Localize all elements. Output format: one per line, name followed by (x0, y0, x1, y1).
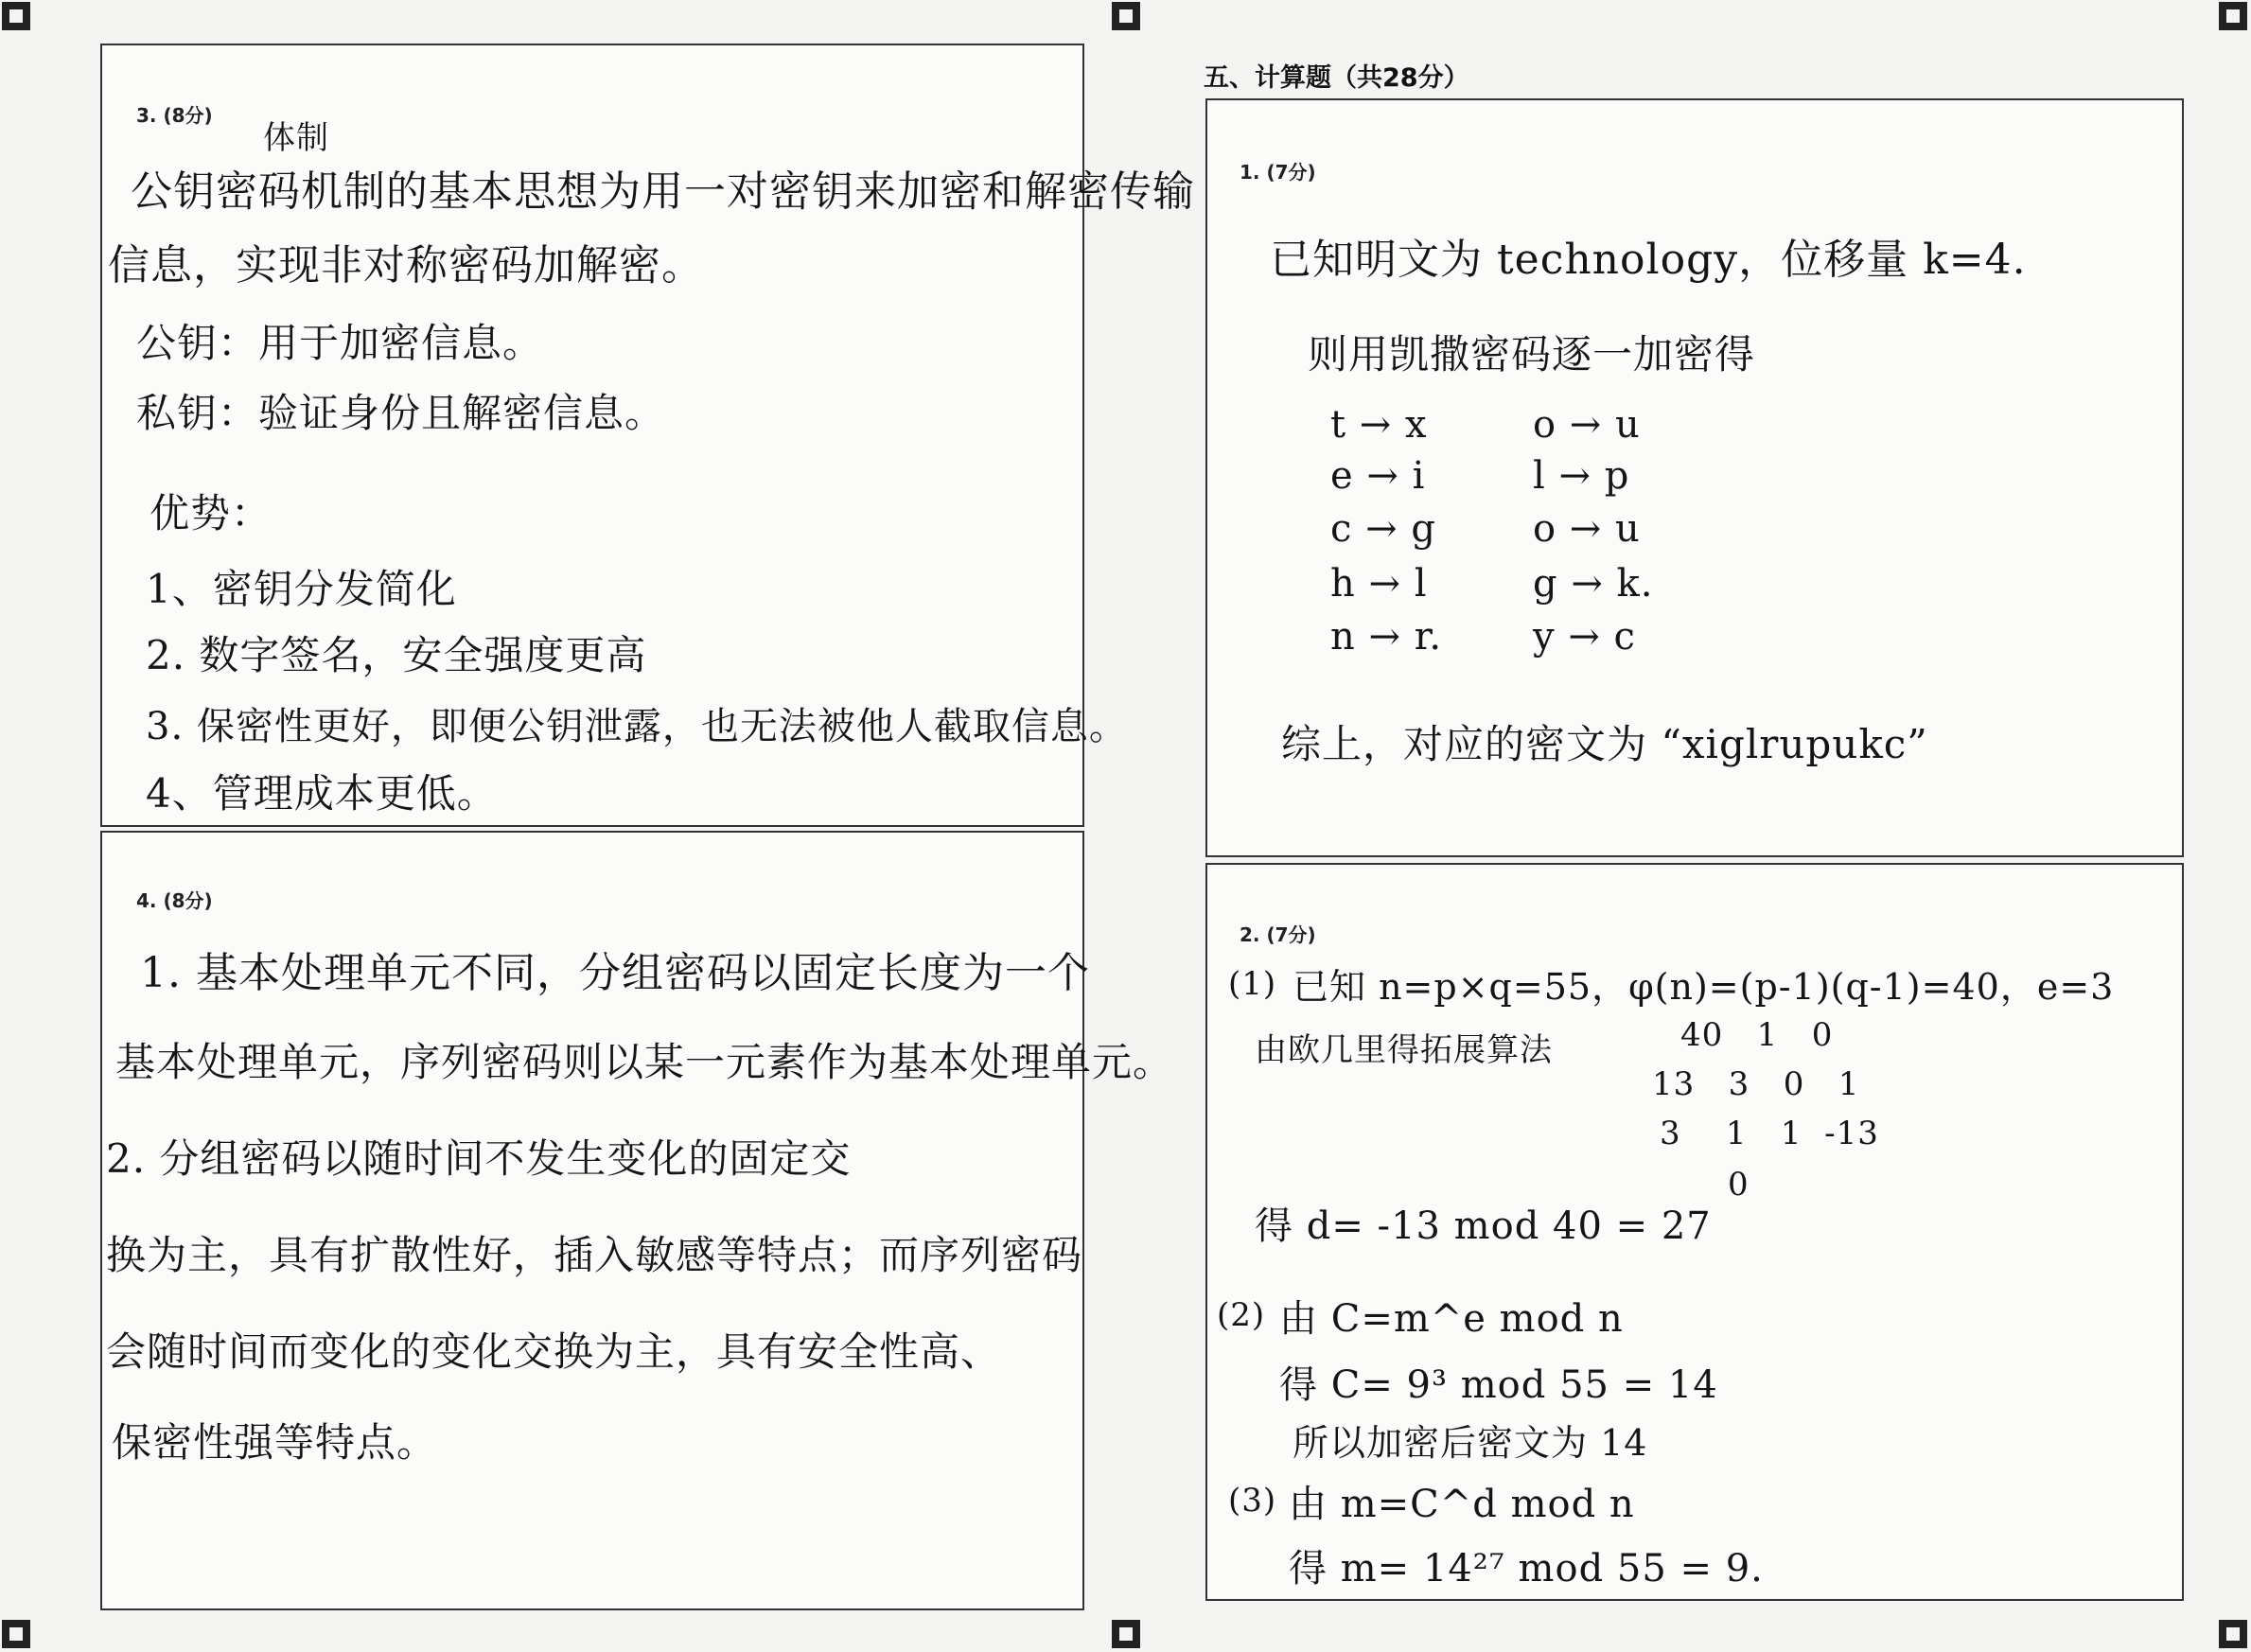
q3-line-3: 公钥：用于加密信息。 (136, 320, 544, 366)
c2-part3: 由 m=C^d mod n (1289, 1483, 1635, 1526)
q4-line-6: 保密性强等特点。 (112, 1419, 438, 1466)
q3-line-1: 公钥密码机制的基本思想为用一对密钥来加密和解密传输 (131, 167, 1195, 216)
answer-box-q3 (100, 44, 1195, 827)
registration-mark-bottom-right (2219, 1620, 2247, 1648)
answer-box-q4 (100, 831, 1174, 1610)
c2-euclid-row-3: 3 1 1 -13 (1660, 1115, 1879, 1152)
q3-line-8: 3. 保密性更好，即便公钥泄露，也无法被他人截取信息。 (146, 705, 1128, 748)
c1-conclusion: 综上，对应的密文为 “xiglrupukc” (1281, 721, 1928, 767)
q3-line-6: 1、密钥分发简化 (146, 566, 457, 612)
c1-map-left-4: h → l (1330, 562, 1428, 606)
answer-box-c2 (1205, 863, 2184, 1601)
c1-map-right-1: o → u (1533, 403, 1641, 447)
c1-map-right-2: l → p (1533, 454, 1630, 498)
question-label-c2: 2. (7分) (1240, 923, 1316, 946)
registration-mark-bottom-left (2, 1620, 30, 1648)
q4-line-5: 会随时间而变化的变化交换为主，具有安全性高、 (106, 1328, 1002, 1375)
registration-mark-top-right (2219, 2, 2247, 30)
question-label-q3: 3. (8分) (136, 104, 213, 127)
question-label-q4: 4. (8分) (136, 889, 213, 912)
section-title: 五、计算题（共28分） (1204, 63, 1469, 93)
c1-map-right-3: o → u (1533, 507, 1641, 551)
c2-d-line: 得 d= -13 mod 40 = 27 (1255, 1204, 1712, 1248)
c2-euclid-row-4: 0 (1728, 1166, 1750, 1204)
c1-intro: 已知明文为 technology，位移量 k=4. (1270, 236, 2027, 284)
c2-part3-num: (3) (1228, 1482, 1277, 1520)
c2-part1: 已知 n=p×q=55，φ(n)=(p-1)(q-1)=40，e=3 (1293, 966, 2115, 1008)
q3-line-7: 2. 数字签名，安全强度更高 (146, 632, 647, 678)
c1-map-right-4: g → k. (1533, 562, 1654, 606)
c1-map-left-1: t → x (1330, 403, 1428, 447)
q4-line-4: 换为主，具有扩散性好，插入敏感等特点；而序列密码 (106, 1232, 1083, 1278)
c2-euclid-row-1: 40 1 0 (1680, 1016, 1834, 1054)
answer-box-c1 (1205, 98, 2184, 857)
q4-line-3: 2. 分组密码以随时间不发生变化的固定交 (106, 1135, 852, 1182)
c1-map-right-5: y → c (1533, 615, 1636, 659)
q4-line-2: 基本处理单元，序列密码则以某一元素作为基本处理单元。 (115, 1039, 1174, 1085)
c2-euclid-row-2: 13 3 0 1 (1652, 1065, 1860, 1103)
c2-part2-calc: 得 C= 9³ mod 55 = 14 (1279, 1363, 1718, 1407)
c2-part2-num: (2) (1217, 1296, 1266, 1334)
registration-mark-top-left (2, 2, 30, 30)
c1-sub: 则用凯撒密码逐一加密得 (1308, 331, 1756, 378)
registration-mark-bottom-center (1112, 1620, 1140, 1648)
c2-part1-num: (1) (1228, 965, 1277, 1003)
q4-line-1: 1. 基本处理单元不同，分组密码以固定长度为一个 (140, 949, 1090, 997)
c1-map-left-3: c → g (1330, 507, 1436, 551)
c2-euclid-label: 由欧几里得拓展算法 (1255, 1031, 1553, 1069)
c2-part2: 由 C=m^e mod n (1279, 1297, 1624, 1341)
c1-map-left-5: n → r. (1330, 615, 1443, 659)
q3-line-9: 4、管理成本更低。 (146, 770, 498, 817)
registration-mark-top-center (1112, 2, 1140, 30)
q3-line-2: 信息，实现非对称密码加解密。 (108, 241, 704, 290)
q3-note: 体制 (263, 119, 329, 157)
c2-part3-calc: 得 m= 14²⁷ mod 55 = 9. (1289, 1547, 1764, 1590)
q3-line-5: 优势： (149, 490, 273, 536)
q3-line-4: 私钥：验证身份且解密信息。 (136, 390, 666, 436)
question-label-c1: 1. (7分) (1240, 161, 1316, 184)
c1-map-left-2: e → i (1330, 454, 1426, 498)
c2-part2-result: 所以加密后密文为 14 (1293, 1422, 1648, 1464)
